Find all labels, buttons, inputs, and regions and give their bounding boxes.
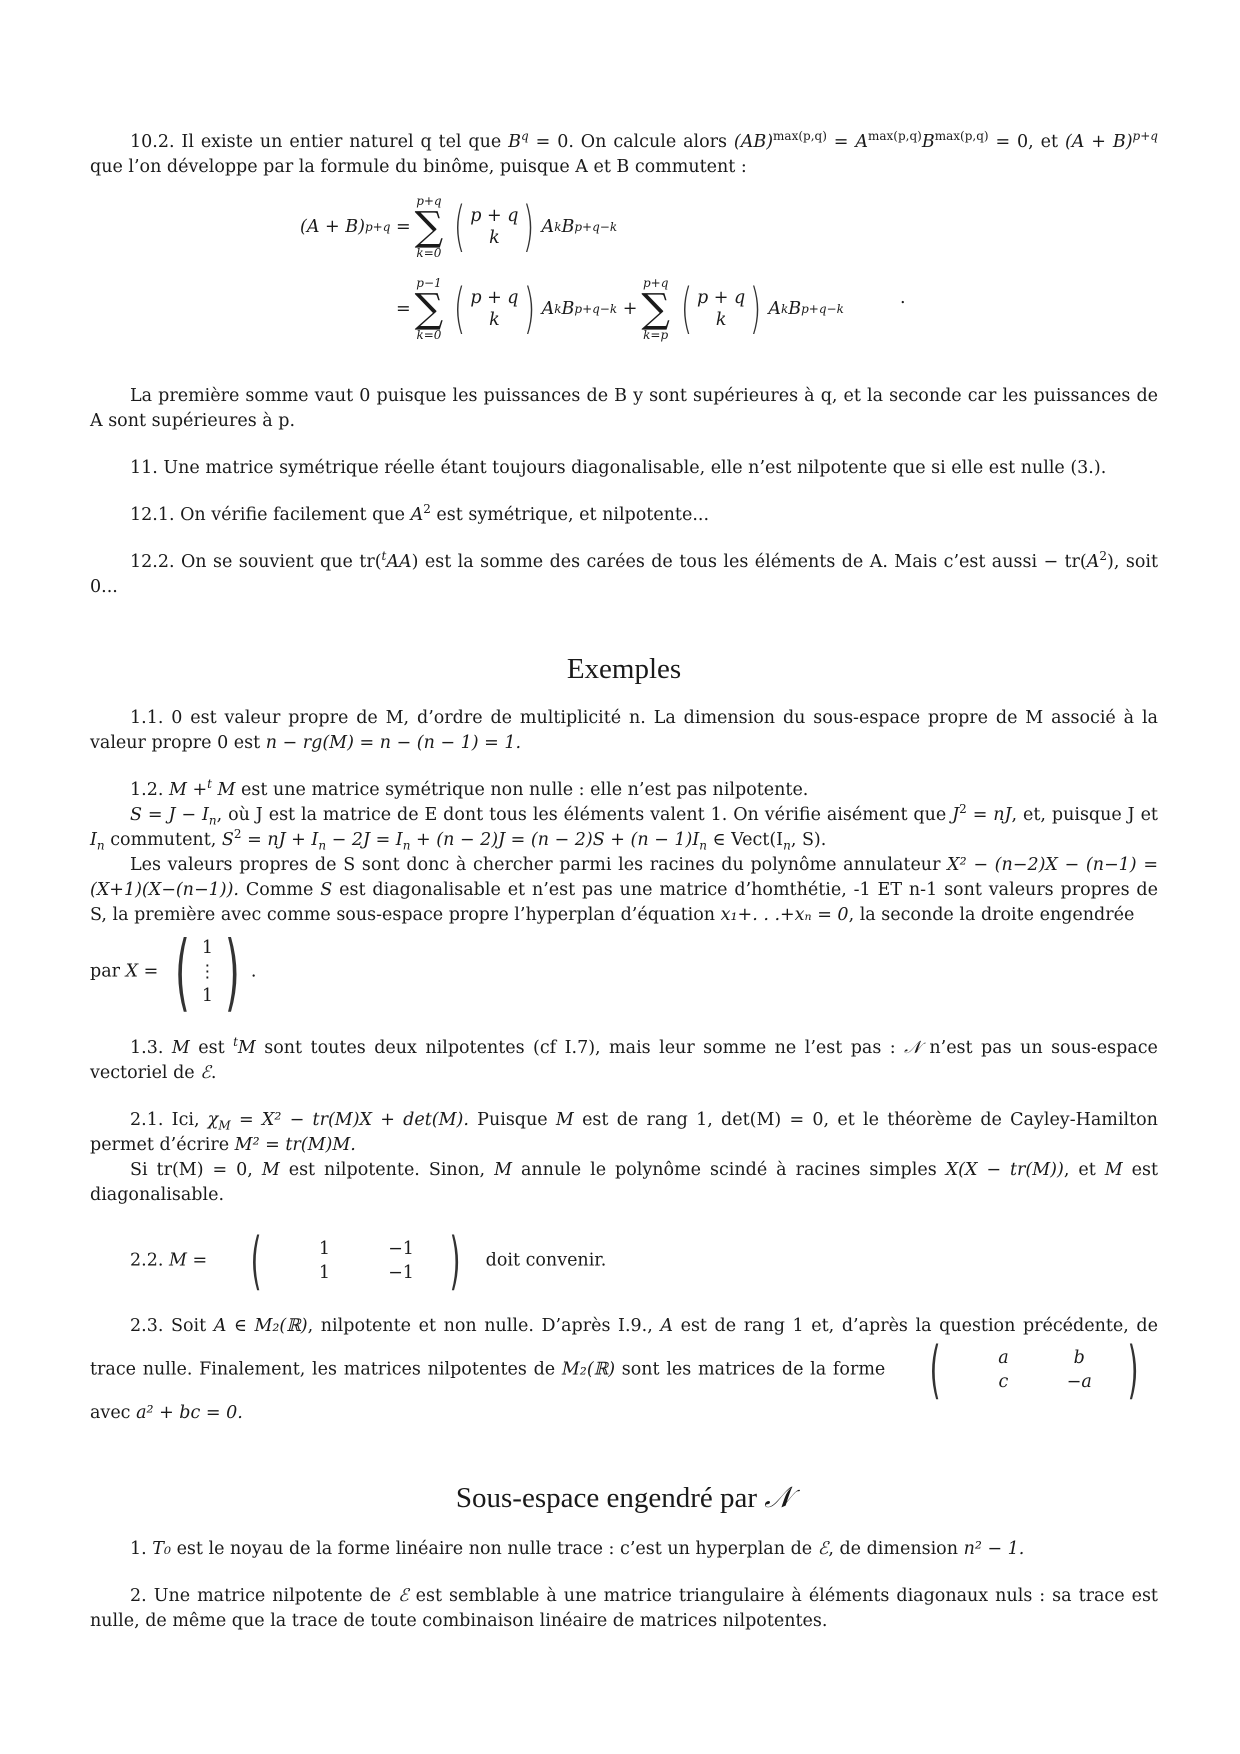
- para-ex-matrix-S: $S = J - I_n$, où J est la matrice de E dont tous les éléments valent 1. On vérifie aisément que $J^2$ = nJ, et, puisque J et $I_n$ commutent, $S^2$ = nJ + $I_n - 2J = I_n + (n - 2)J = (n - 2)S + (n - 1)I_n$ ∈ $Vect(I_n$, S).: [90, 802, 1158, 853]
- binomial-expansion-equation: [90, 194, 1158, 362]
- para-ex-1-1: 1.1. 0 est valeur propre de M, d’ordre de multiplicité n. La dimension du sous-espace propre de M associé à la valeur propre 0 est n − rg(M) = n − (n − 1) = 1.: [90, 708, 1158, 753]
- matrix-entry: −1: [388, 1263, 414, 1283]
- matrix-entry: 1: [318, 1263, 331, 1283]
- para-ex-2-2: 2.2. M = ( 1 −1 1 −1 ) doit convenir.: [130, 1224, 607, 1297]
- matrix-entry: 1: [318, 1239, 331, 1259]
- matrix-entry: b: [1073, 1348, 1085, 1368]
- para-ex-2-3: 2.3. Soit A ∈ M₂(ℝ), nilpotente et non nulle. D’après I.9., A est de rang 1 et, d’après la question précédente, de trace nulle. Finalement, les matrices nilpotentes de M₂(ℝ) sont les matrices de la forme ( a b c −a ) avec a² + bc = 0.: [90, 1316, 1158, 1423]
- document-page: [90, 130, 1158, 1634]
- equation-period: .: [900, 288, 906, 308]
- matrix-general-nilpotent: ( a b c −a ): [929, 1333, 1139, 1406]
- equation-line-2: = p−1 ∑ k=0 ( p + q k ) A k B p+q−k + p+q ∑ k=p ( p + q k ) A k B p+q−k: [396, 276, 844, 342]
- para-ex-1-3: 1.3. M est $^t$M sont toutes deux nilpotentes (cf I.7), mais leur somme ne l’est pas : 𝒩 n’est pas un sous-espace vectoriel de ℰ.: [90, 1035, 1158, 1083]
- section-title-exemples: Exemples: [566, 653, 682, 685]
- sum-symbol: p+q ∑ k=p: [641, 276, 670, 342]
- vector-entry: 1: [201, 986, 213, 1006]
- equation-line-1: (A + B) p+q = p+q ∑ k=0 ( p + q k ) A k B p+q−k: [300, 194, 618, 260]
- para-ex-si-trace: Si tr(M) = 0, M est nilpotente. Sinon, M annule le polynôme scindé à racines simples X(X − tr(M)), et M est diagonalisable.: [90, 1160, 1158, 1205]
- para-12-1: 12.1. On vérifie facilement que $A^2$ est symétrique, et nilpotente...: [130, 502, 710, 525]
- vector-entry: 1: [201, 938, 213, 958]
- sum-symbol: p+q ∑ k=0: [414, 194, 444, 260]
- binomial-coefficient: ( p + q k ): [453, 277, 535, 340]
- para-11: 11. Une matrice symétrique réelle étant toujours diagonalisable, elle n’est nilpotente que si elle est nulle (3.).: [130, 458, 1107, 478]
- para-sous-2: 2. Une matrice nilpotente de ℰ est semblable à une matrice triangulaire à éléments diagonaux nuls : sa trace est nulle, de même que la trace de toute combinaison linéaire de matrices nilpotentes.: [90, 1586, 1158, 1631]
- binomial-coefficient: ( p + q k ): [453, 195, 535, 258]
- para-sous-1: 1. T₀ est le noyau de la forme linéaire non nulle trace : c’est un hyperplan de ℰ, de dimension n² − 1.: [130, 1539, 1025, 1559]
- para-10-2: 10.2. Il existe un entier naturel q tel que $B^q = 0$. On calcule alors $(AB)^{max(p,q)} = A^{max(p,q)}B^{max(p,q)} = 0$, et $(A + B)^{p+q}$ que l’on développe par la formule du binôme, puisque A et B commutent :: [90, 129, 1158, 177]
- binomial-coefficient: ( p + q k ): [680, 277, 762, 340]
- para-ex-2-1: 2.1. Ici, $\chi_M = X^2 - tr(M)X + \det(M)$. Puisque M est de rang 1, det(M) = 0, et le théorème de Cayley-Hamilton permet d’écrire M² = tr(M)M.: [90, 1110, 1158, 1155]
- section-title-sous-espace: Sous-espace engendré par 𝒩: [455, 1480, 793, 1514]
- matrix-entry: c: [998, 1372, 1009, 1392]
- para-ex-1-2: 1.2. M +$^t$ M est une matrice symétrique non nulle : elle n’est pas nilpotente.: [130, 777, 809, 800]
- sum-symbol: p−1 ∑ k=0: [414, 276, 444, 342]
- matrix-entry: −1: [388, 1239, 414, 1259]
- column-vector: ( 1 ⋮ 1 ): [174, 923, 240, 1021]
- matrix-2x2: ( 1 −1 1 −1 ): [250, 1224, 461, 1297]
- para-ex-vector-X: par X = ( 1 ⋮ 1 ) .: [90, 923, 257, 1021]
- matrix-entry: −a: [1066, 1372, 1092, 1392]
- para-ex-valeurs-propres: Les valeurs propres de S sont donc à chercher parmi les racines du polynôme annulateur X² − (n−2)X − (n−1) = (X+1)(X−(n−1)). Comme S est diagonalisable et n’est pas une matrice d’homthétie, -1 ET n-1 sont valeurs propres de S, la première avec comme sous-espace propre l’hyperplan d’équation x₁+. . .+xₙ = 0, la seconde la droite engendrée: [90, 855, 1158, 925]
- vector-entry: ⋮: [198, 962, 217, 982]
- para-premiere-somme: La première somme vaut 0 puisque les puissances de B y sont supérieures à q, et la seconde car les puissances de A sont supérieures à p.: [90, 386, 1158, 431]
- matrix-entry: a: [998, 1348, 1009, 1368]
- para-12-2: 12.2. On se souvient que tr($^t$AA) est la somme des carées de tous les éléments de A. Mais c’est aussi − $tr(A^2)$, soit 0...: [90, 549, 1158, 597]
